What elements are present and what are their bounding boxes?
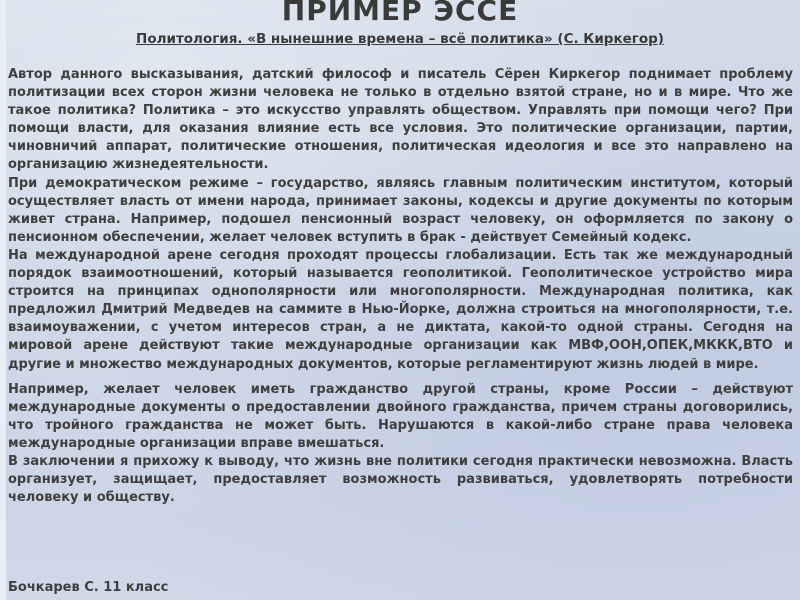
essay-paragraph-1: Автор данного высказывания, датский философ и писатель Сёрен Киркегор поднимает проблему политизации всех сторон жизни человека не только в отдельно взятой стране, но и в мире. Что же такое политика? Политика – это искусство управлять обществом. Управлять при помощи чего? При помощи власти, для оказания влияние есть все условия. Это политические организации, партии, чиновничий аппарат, политические отношения, политическая идеология и все это направлено на организацию жизнедеятельности.	[8, 67, 793, 173]
essay-subtitle: Политология. «В нынешние времена – всё политика» (С. Киркегор)	[136, 31, 664, 47]
essay-paragraph-2: При демократическом режиме – государство, являясь главным политическим институтом, который осуществляет власть от имени народа, принимает законы, кодексы и другие документы по которым живет страна. Например, подошел пенсионный возраст человеку, он оформляется по закону о пенсионном обеспечении, желает человек вступить в брак - действует Семейный кодекс.	[8, 175, 793, 245]
essay-paragraph-4: Например, желает человек иметь гражданство другой страны, кроме России – действуют международные документы о предоставлении двойного гражданства, причем страны договорились, что тройного гражданства не может быть. Нарушаются в какой-либо стране права человека международные организации вправе вмешаться.	[8, 381, 793, 451]
essay-paragraph-5: В заключении я прихожу к выводу, что жизнь вне политики сегодня практически невозможна. Власть организует, защищает, предоставляет возможность развиваться, удовлетворять потребности человеку и обществу.	[8, 453, 793, 506]
essay-body	[8, 66, 793, 507]
essay-author: Бочкарев С. 11 класс	[8, 580, 169, 595]
essay-paragraph-3: На международной арене сегодня проходят процессы глобализации. Есть так же международный порядок взаимоотношений, который называется геополитикой. Геополитическое устройство мира строится на принципах однополярности или многополярности. Международная политика, как предложил Дмитрий Медведев на саммите в Нью-Йорке, должна строиться на многополярности, т.е. взаимоуважении, с учетом интересов стран, а не диктата, какой-то одной страны. Сегодня на мировой арене действуют такие международные организации как МВФ,ООН,ОПЕК,МККК,ВТО и другие и множество международных документов, которые регламентируют жизнь людей в мире.	[8, 247, 793, 372]
paragraph-gap	[8, 374, 793, 381]
slide-left-edge	[0, 0, 6, 600]
page-title: ПРИМЕР ЭССЕ	[281, 0, 519, 27]
